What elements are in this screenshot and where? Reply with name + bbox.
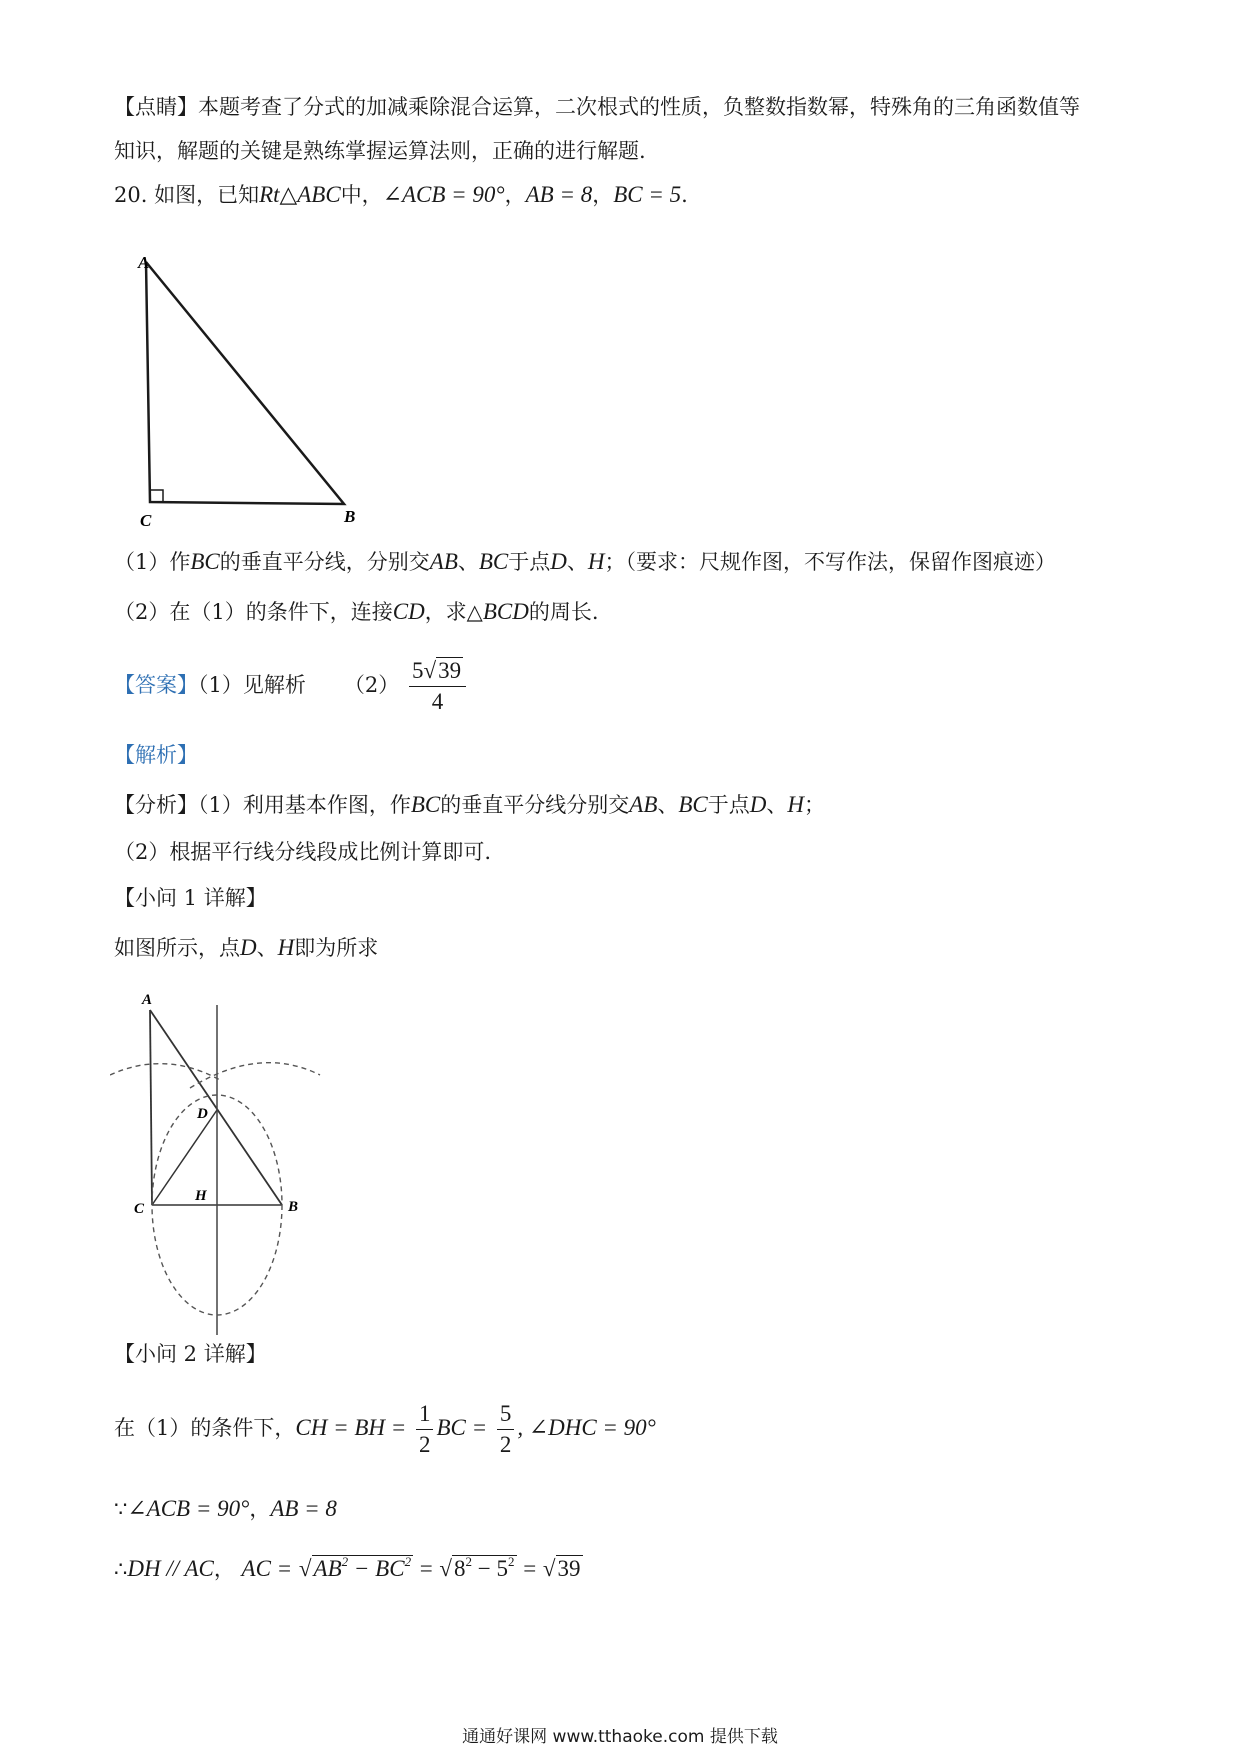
root2-sq1: 2 [465,1554,473,1569]
label-a: A [138,253,150,272]
fenxi-bc2: BC [678,792,708,817]
q20-number: 20. 如图，已知 [114,183,260,207]
root2-b: − 5 [472,1556,509,1581]
part1-sep2: 、 [566,550,588,574]
q20-ab: AB = 8 [525,182,593,207]
label-a: A [142,992,153,1008]
triangle-edges [146,262,344,504]
root1-a: AB [313,1556,342,1581]
root1-sq1: 2 [341,1554,349,1569]
q20-mid: 中， [340,183,383,207]
sub2-f1-num: 1 [416,1399,434,1430]
q20-angle: ∠ACB = 90° [382,182,505,207]
sub2-t-comma: ， [213,1557,235,1581]
dianjing-line-2 [114,137,646,165]
fenxi-t3: 于点 [707,793,750,817]
sub2-b-comma: ， [249,1497,271,1521]
dianjing-text-2: 知识，解题的关键是熟练掌握运算法则，正确的进行解题. [114,139,646,163]
question-20-stem [114,181,688,209]
sub2-parallel: DH // AC [127,1556,214,1581]
jiexi-tag: 【解析】 [114,743,198,767]
right-angle-mark [150,490,163,502]
question-part-2 [114,598,599,626]
part2-bcd: BCD [482,599,529,624]
label-d: D [197,1106,208,1122]
part2-tail: 的周长. [528,600,599,624]
sub2-eq1: CH = BH = [295,1415,407,1440]
sub2-f1-den: 2 [418,1432,431,1457]
sub2-b-ab: AB = 8 [270,1496,337,1521]
part1-bc2: BC [478,549,509,574]
part1-bc: BC [190,549,220,574]
dianjing-tag: 【点睛】 [114,95,198,119]
q20-comma: ， [504,183,526,207]
q20-end: . [681,183,688,207]
part1-text2: 于点 [508,550,551,574]
fenxi-t4: ； [804,793,826,817]
sub2-t1: 在（1）的条件下， [114,1416,296,1440]
answer-denominator: 4 [431,689,444,714]
root2-a: 8 [454,1556,466,1581]
fenxi-t1: （1）利用基本作图，作 [198,793,411,817]
label-b: B [344,507,356,526]
q20-triangle-name: ABC [297,182,341,207]
part2-text: ，求△ [424,600,483,624]
fenxi-sep2: 、 [766,793,788,817]
answer-part2: （2） [343,673,400,697]
fenxi-ab: AB [629,792,658,817]
segment-cd [152,1110,217,1205]
sub2-because-symbol: ∵ [114,1497,128,1521]
sub2-fraction-1 [416,1399,434,1460]
part1-ab: AB [429,549,458,574]
sub2-tag: 【小问 2 详解】 [114,1342,267,1366]
part1-d: D [550,549,567,574]
label-c: C [134,1201,145,1217]
sub2-root-1: $√AB^2 - BC^2$ [298,1554,412,1581]
fenxi-t2: 的垂直平分线分别交 [440,793,630,817]
construction-arc-top-left [110,1064,220,1080]
sub1-t2: 即为所求 [294,936,379,960]
sub2-f2-num: 5 [497,1399,515,1430]
q20-triangle-symbol: △ [279,182,298,207]
sub2-eq-b: = [523,1556,537,1581]
sub2-therefore-symbol: ∴ [114,1557,128,1581]
part1-sep: 、 [457,550,479,574]
sub1-text [114,934,378,962]
edge-ac [150,1010,152,1205]
sub2-eq2: BC = [436,1415,488,1440]
label-c: C [140,511,152,530]
answer-radicand: 39 [438,658,462,683]
sub2-ac: AC = [241,1556,293,1581]
sub2-root-3: √39 [542,1556,581,1581]
root3-value: 39 [557,1556,581,1581]
sub2-eq-a: = [419,1556,433,1581]
part1-tail: ；（要求：尺规作图，不写作法，保留作图痕迹） [604,550,1057,574]
part2-prefix: （2）在（1）的条件下，连接 [114,600,393,624]
fenxi-line-2: （2）根据平行线分线段成比例计算即可. [114,840,492,864]
label-h: H [195,1188,207,1204]
fenxi-d: D [749,792,767,817]
part1-text1: 的垂直平分线，分别交 [219,550,430,574]
dianjing-text-1: 本题考查了分式的加减乘除混合运算，二次根式的性质，负整数指数幂，特殊角的三角函数值等 [198,95,1080,119]
sub1-d: D [240,935,257,960]
sub1-t1: 如图所示，点 [114,936,240,960]
q20-comma-2: ， [592,183,614,207]
q20-bc: BC = 5 [613,182,682,207]
sub2-eq3: , ∠DHC = 90° [517,1415,656,1440]
sub2-root-2: $√8^2 - 5^2$ [439,1554,515,1581]
fenxi-bc: BC [410,792,441,817]
fenxi-sep: 、 [657,793,679,817]
figure-right-triangle [110,250,370,530]
edge-ab [150,1010,282,1205]
sub1-sep: 、 [256,936,278,960]
answer-line [114,650,469,720]
sub1-tag: 【小问 1 详解】 [114,886,267,910]
answer-coef: 5 [411,658,424,683]
part2-cd: CD [392,599,425,624]
dianjing-line-1 [114,93,1080,121]
fenxi-h: H [787,792,805,817]
sub2-fraction-2 [497,1399,515,1460]
sub2-because [114,1495,337,1523]
footer-watermark: 通通好课网 www.tthaoke.com 提供下载 [462,1727,778,1747]
answer-fraction: $\frac{5√39}{4}$ [409,656,466,717]
root1-sq2: 2 [404,1554,412,1569]
answer-part1: （1）见解析 [198,673,306,697]
fenxi-line-1 [114,791,825,819]
root1-b: − BC [348,1556,405,1581]
part1-h: H [587,549,605,574]
figure-construction [110,990,340,1340]
root2-sq2: 2 [508,1554,515,1569]
sub2-therefore [114,1548,583,1583]
fenxi-tag: 【分析】 [114,793,198,817]
q20-rt: Rt [259,182,280,207]
label-b: B [288,1199,299,1215]
answer-tag: 【答案】 [114,673,198,697]
question-part-1 [114,548,1056,576]
sub2-line-1 [114,1393,656,1463]
part1-prefix: （1）作 [114,550,191,574]
sub2-b-angle: ∠ACB = 90° [127,1496,250,1521]
sub2-f2-den: 2 [499,1432,512,1457]
sub1-h: H [277,935,295,960]
